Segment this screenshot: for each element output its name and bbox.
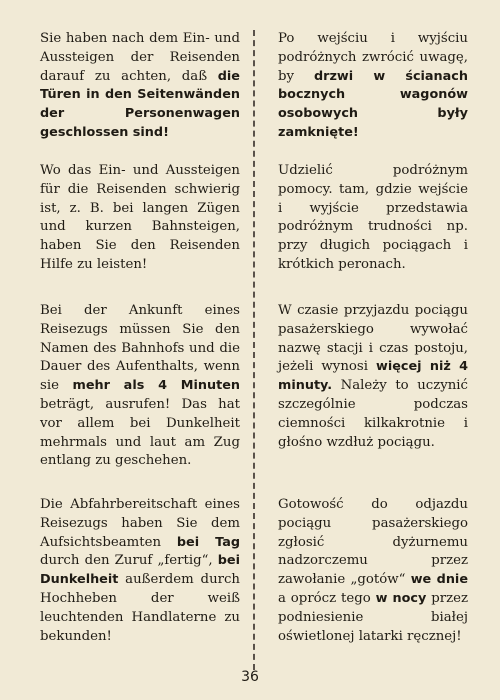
text-run: Wo das Ein- und Aussteigen für die Reisenden schwierig ist, z. B. bei langen Zügen und kurzen Bahnsteigen, haben Sie den Reisenden Hilfe zu leisten!: [40, 163, 240, 272]
text-run: Po wejściu i wyjściu podróżnych zwrócić uwagę, by: [278, 31, 468, 84]
bold-run: die Türen in den Seitenwänden der Personenwagen geschlossen sind!: [40, 68, 240, 140]
text-run: beträgt, ausrufen! Das hat vor allem bei Dunkelheit mehrmals und laut am Zug entlang zu geschehen.: [40, 396, 240, 469]
bold-run: mehr als 4 Minuten: [72, 378, 240, 394]
text-run: a oprócz tego: [278, 590, 376, 606]
text-run: außerdem durch Hochheben der weiß leuchtenden Handlaterne zu bekunden!: [40, 572, 240, 644]
paragraph-pl-arrival: [278, 302, 468, 452]
text-run: Udzielić podróżnym pomocy. tam, gdzie wejście i wyjście przedstawia podróżnym trudności np. przy długich pociągach i krótkich peronach.: [278, 163, 468, 272]
text-run: W czasie przyjazdu pociągu pasażerskiego wywołać nazwę stacji i czas postoju, jeżeli wynosi: [278, 303, 468, 375]
text-run: Gotowość do odjazdu pociągu pasażerskiego zgłosić dyżurnemu nadzorczemu przez zawołanie „gotów“: [278, 497, 468, 588]
text-run: Die Abfahrbereitschaft eines Reisezugs haben Sie dem Aufsichtsbeamten: [40, 497, 240, 550]
paragraph-de-doors: [40, 30, 240, 143]
paragraph-pl-doors: [278, 30, 468, 143]
bold-run: drzwi w ścianach bocznych wagonów osobowych były zamknięte!: [278, 68, 468, 140]
bold-run: we dnie: [410, 572, 469, 588]
page-number: 36: [241, 669, 259, 685]
paragraph-de-arrival: [40, 302, 240, 471]
paragraph-de-help: [40, 162, 240, 275]
column-divider: [253, 30, 255, 670]
paragraph-de-departure: [40, 496, 240, 646]
bold-run: bei Dunkelheit: [40, 553, 240, 588]
paragraph-pl-help: [278, 162, 468, 275]
bold-run: w nocy: [375, 590, 427, 606]
bold-run: więcej niż 4 minuty.: [278, 359, 468, 394]
text-run: przez podniesienie białej oświetlonej latarki ręcznej!: [278, 590, 468, 644]
bold-run: bei Tag: [176, 534, 241, 550]
text-run: Bei der Ankunft eines Reisezugs müssen Sie den Namen des Bahnhofs und die Dauer des Aufenthalts, wenn sie: [40, 303, 240, 394]
text-run: durch den Zuruf „fertig“,: [40, 553, 218, 569]
paragraph-pl-departure: [278, 496, 468, 646]
text-run: Sie haben nach dem Ein- und Aussteigen der Reisenden darauf zu achten, daß: [40, 31, 240, 84]
text-run: Należy to uczynić szczególnie podczas ciemności kilkakrotnie i głośno wzdłuż pociągu.: [278, 378, 468, 450]
